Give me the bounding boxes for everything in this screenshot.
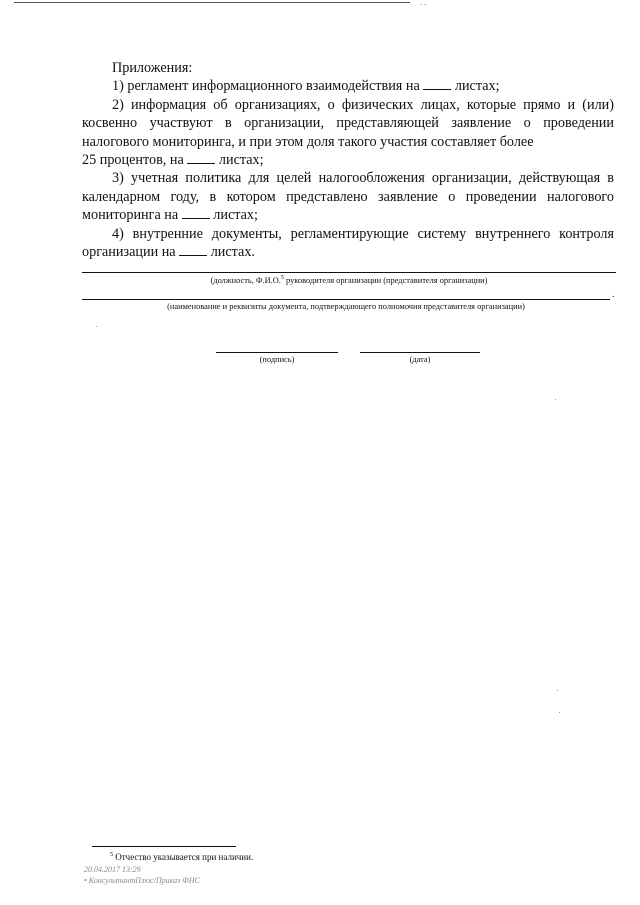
scan-speck (96, 326, 97, 327)
date-caption: (дата) (409, 355, 431, 364)
position-caption-text: (должность, Ф.И.О. (210, 275, 281, 285)
scan-speck (559, 712, 560, 713)
trailing-dot: . (612, 289, 615, 300)
annex-item-2 (82, 96, 614, 170)
footnote-ref: 5 (280, 275, 284, 281)
system-stamp-source: • КонсультантПлюс/Приказ ФНС (84, 876, 200, 885)
signature-line (216, 352, 338, 353)
annex-item-3-suffix: листах; (213, 207, 258, 224)
position-name-line (82, 272, 616, 273)
annex-item-3 (82, 169, 614, 224)
top-border-line (14, 2, 410, 3)
sheet-count-blank (179, 244, 207, 256)
sheet-count-blank (182, 207, 210, 219)
annex-item-2-text: 2) информация об организациях, о физических лицах, которые прямо и (или) косвенно участвуют в организации, представляющей заявление о проведении налогового мониторинга, и при этом доля такого участия составляет более (82, 96, 614, 150)
signature-caption: (подпись) (259, 355, 295, 364)
annex-item-4-text: 4) внутренние документы, регламентирующие систему внутреннего контроля организации на (82, 225, 614, 261)
footnote-text: Отчество указывается при наличии. (113, 852, 254, 862)
annex-item-2-suffix: листах; (218, 152, 264, 169)
date-line (360, 352, 480, 353)
system-stamp-date: 20.04.2017 13:29 (84, 865, 141, 874)
annex-item-1 (82, 77, 614, 95)
footnote (110, 852, 253, 862)
annex-list (82, 59, 614, 261)
annex-title: Приложения: (112, 60, 193, 76)
annex-item-1-suffix: листах; (454, 78, 500, 95)
annex-item-1-text: 1) регламент информационного взаимодействия на (112, 78, 420, 95)
top-scan-mark: - - (420, 0, 427, 8)
annex-item-2-tail: 25 процентов, на (82, 152, 184, 169)
scan-speck (557, 690, 558, 691)
footnote-separator (92, 846, 236, 847)
annex-item-3-text: 3) учетная политика для целей налогообложения организации, действующая в календарном году, в котором представлено заявление о проведении налогового мониторинга на (82, 170, 614, 224)
annex-item-4-suffix: листах. (210, 244, 255, 261)
footnote-marker: 5 (110, 852, 113, 858)
annex-item-4 (82, 225, 614, 262)
authority-document-caption: (наименование и реквизиты документа, подтверждающего полномочия представителя организации) (167, 302, 525, 311)
position-name-caption (82, 275, 616, 285)
position-caption-rest: руководителя организации (представителя организации) (283, 275, 488, 285)
scan-speck (555, 399, 556, 400)
authority-document-line (82, 299, 610, 300)
sheet-count-blank (187, 152, 215, 164)
sheet-count-blank (423, 78, 451, 90)
